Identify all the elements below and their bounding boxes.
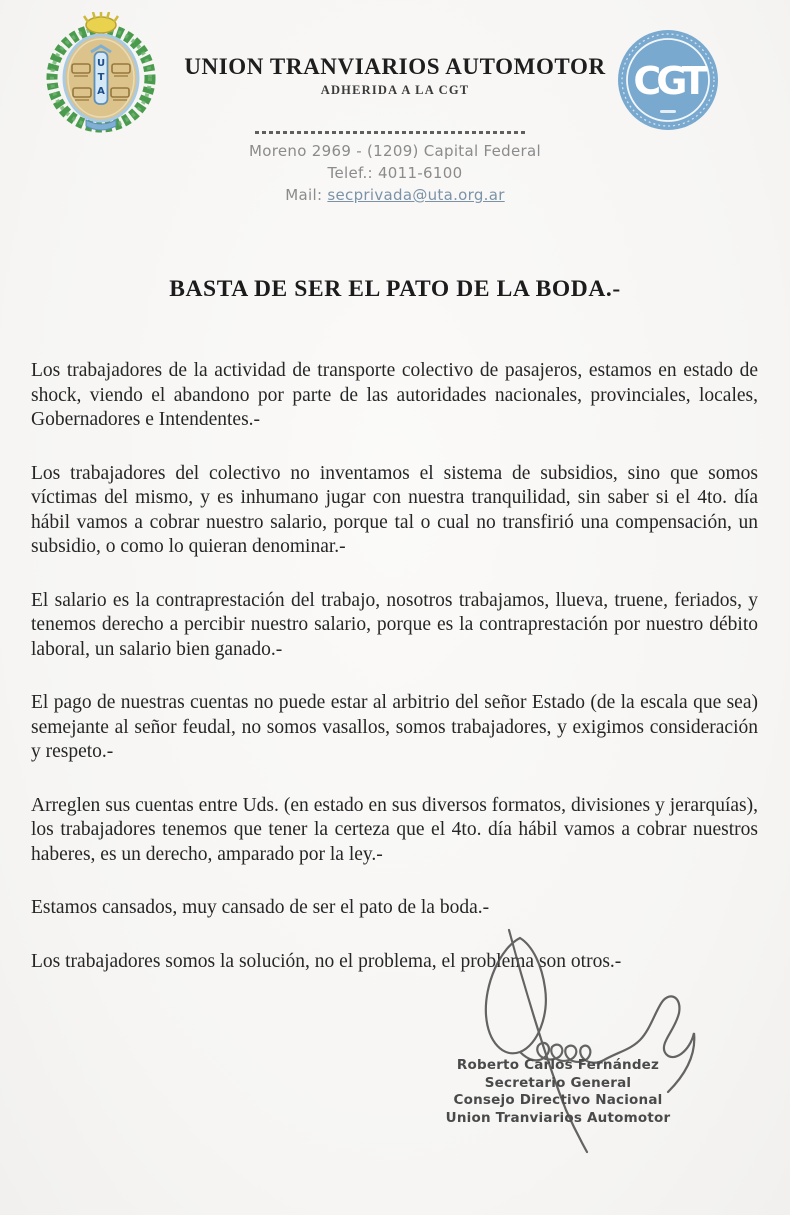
cgt-letters: CGT bbox=[633, 59, 703, 103]
cgt-bottom-mark bbox=[660, 110, 676, 113]
uta-emblem-logo bbox=[42, 12, 160, 136]
mail-label: Mail: bbox=[285, 186, 323, 204]
uta-letter-u: U bbox=[96, 58, 106, 69]
letter-title: BASTA DE SER EL PATO DE LA BODA.- bbox=[169, 276, 621, 302]
letterhead bbox=[170, 54, 620, 98]
signatory-role-1: Secretario General bbox=[484, 1074, 632, 1091]
signatory-block bbox=[418, 1057, 698, 1127]
paragraph: El salario es la contraprestación del trabajo, nosotros trabajamos, llueva, truene, feriados, y tenemos derecho a percibir nuestro salario, porque es la contraprestación por nuestro débito laboral, un salario bien ganado.- bbox=[31, 589, 758, 660]
signatory-name: Roberto Carlos Fernández bbox=[456, 1057, 660, 1073]
letter-body bbox=[31, 359, 758, 974]
cgt-logo bbox=[614, 26, 722, 134]
dotted-divider bbox=[255, 131, 528, 134]
signatory-role-3: Union Tranviarios Automotor bbox=[445, 1109, 671, 1126]
paragraph: Los trabajadores del colectivo no inventamos el sistema de subsidios, sino que somos víctimas del mismo, y es inhumano jugar con nuestra tranquilidad, sin saber si el 4to. día hábil vamos a cobrar nuestro salario, porque tal o cual no transfirió una compensación, un subsidio, o como lo quieran denominar.- bbox=[31, 462, 758, 557]
org-name: UNION TRANVIARIOS AUTOMOTOR bbox=[184, 54, 606, 79]
mail-link[interactable]: secprivada@uta.org.ar bbox=[327, 186, 505, 204]
paragraph: Estamos cansados, muy cansado de ser el pato de la boda.- bbox=[31, 897, 490, 918]
address-line: Moreno 2969 - (1209) Capital Federal bbox=[249, 142, 541, 160]
paragraph: El pago de nuestras cuentas no puede estar al arbitrio del señor Estado (de la escala que sea) semejante al señor feudal, no somos vasallos, somos trabajadores, y exigimos consideración y respeto.- bbox=[31, 692, 758, 762]
uta-letter-a: A bbox=[97, 86, 105, 97]
mail-line bbox=[0, 184, 790, 206]
signatory-role-2: Consejo Directivo Nacional bbox=[453, 1092, 663, 1108]
phone-line: Telef.: 4011-6100 bbox=[327, 164, 463, 182]
paragraph: Los trabajadores de la actividad de transporte colectivo de pasajeros, estamos en estado de shock, viendo el abandono por parte de las autoridades nacionales, provinciales, locales, Gobernadores e Intendentes.- bbox=[31, 360, 758, 430]
contact-block bbox=[0, 140, 790, 206]
uta-letter-t: T bbox=[97, 72, 105, 83]
paragraph: Los trabajadores somos la solución, no el problema, el problema son otros.- bbox=[31, 950, 622, 972]
paragraph: Arreglen sus cuentas entre Uds. (en estado en sus diversos formatos, divisiones y jerarquías), los trabajadores tenemos que tener la certeza que el 4to. día hábil vamos a cobrar nuestros haberes, es un derecho, amparado por la ley.- bbox=[31, 794, 758, 865]
sun-crest-icon bbox=[84, 12, 118, 33]
org-affiliation: ADHERIDA A LA CGT bbox=[320, 83, 470, 97]
